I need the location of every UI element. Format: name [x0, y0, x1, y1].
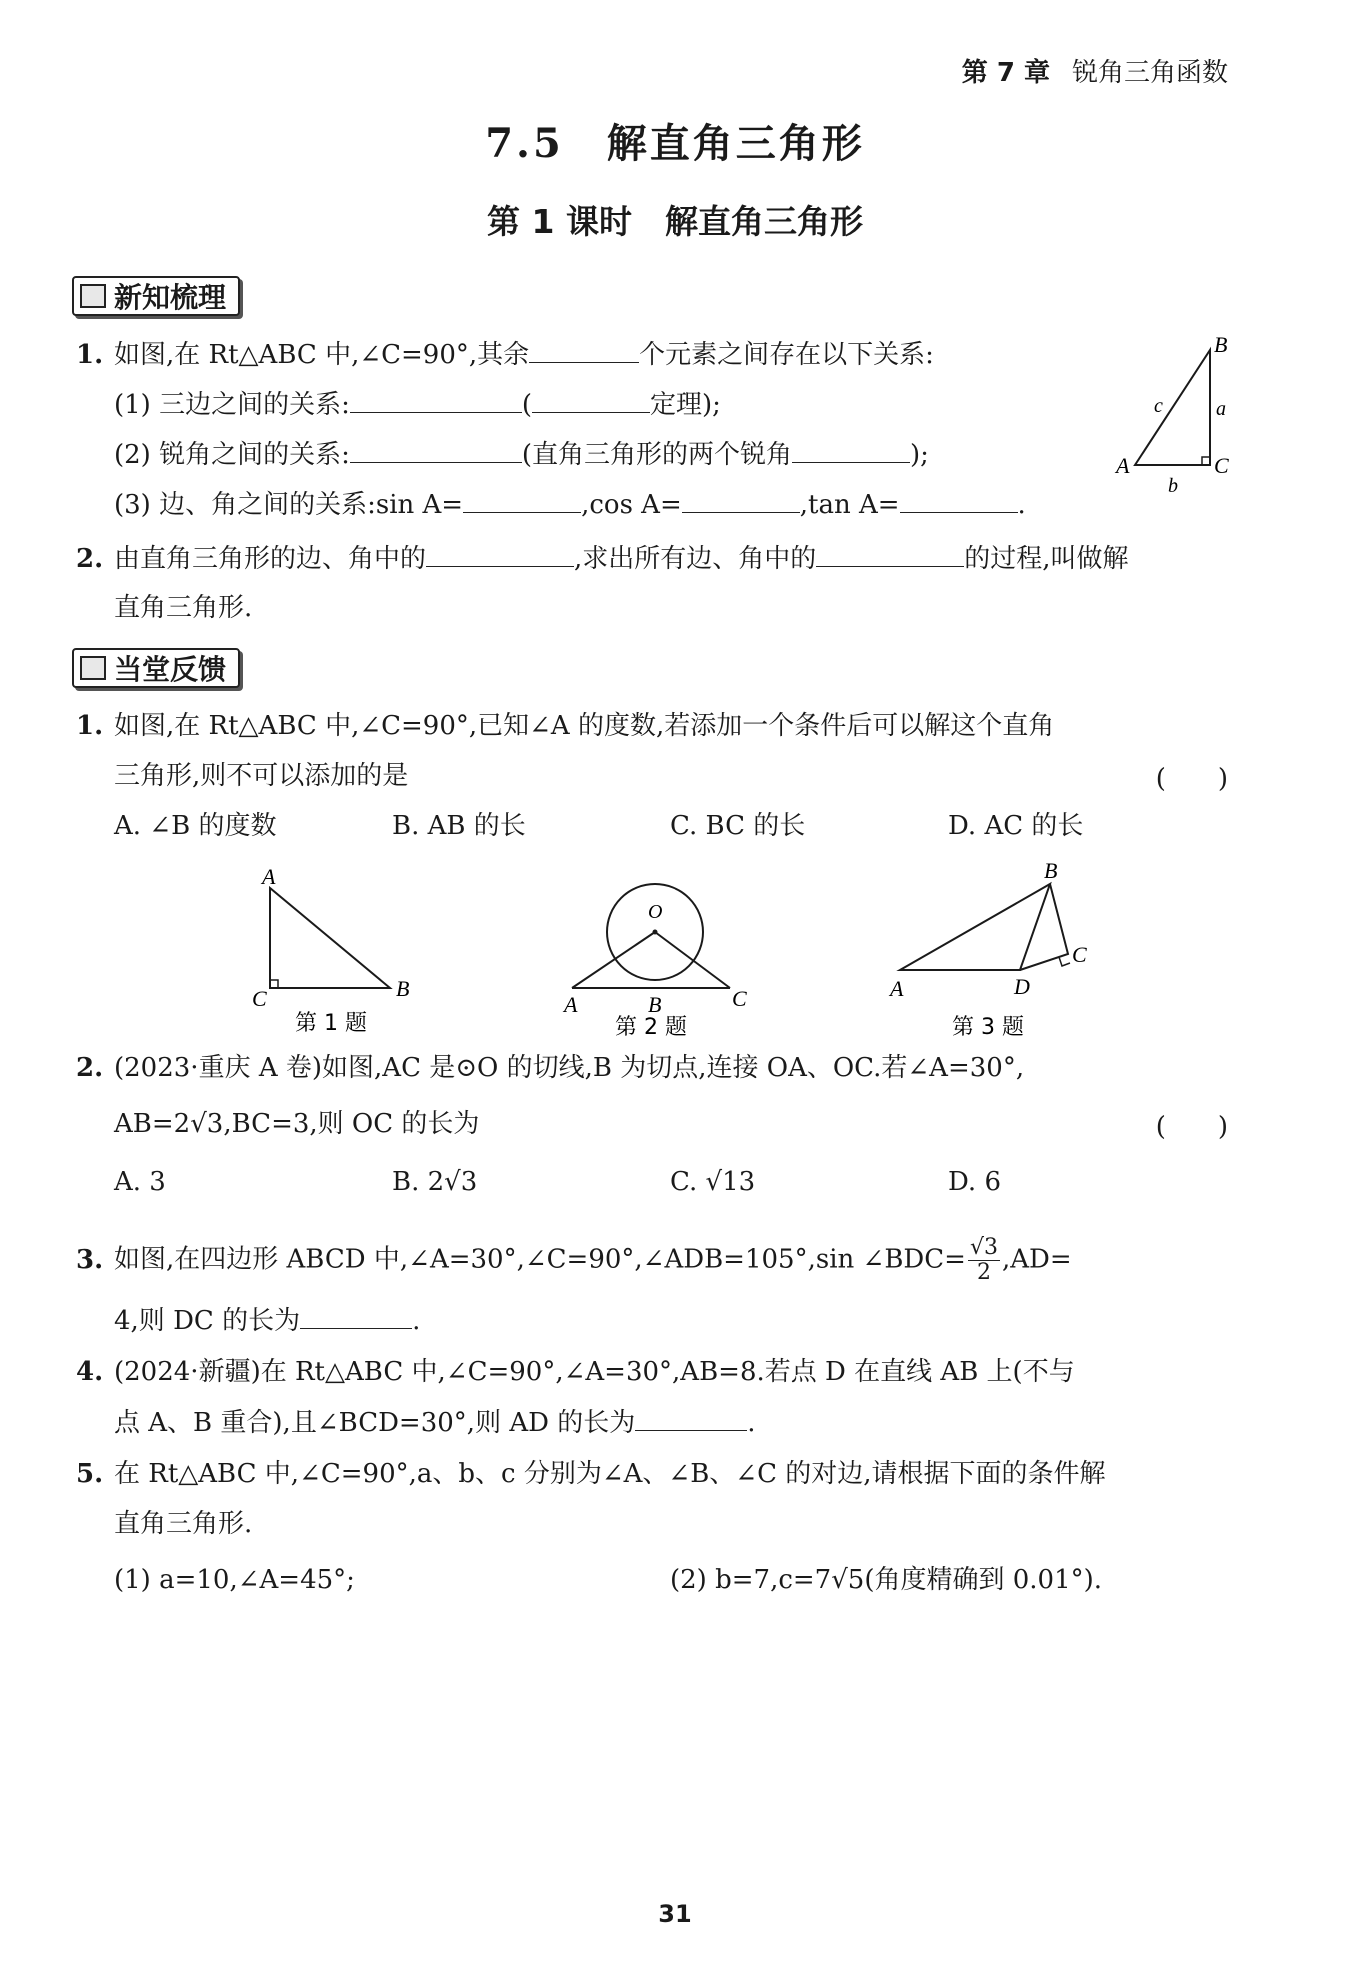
page-number: 31 [658, 1900, 692, 1928]
triangle-abc [1135, 350, 1210, 465]
section-title: 7.5 解直角三角形 [485, 120, 865, 167]
blank [900, 486, 1018, 513]
label-B: B [1214, 332, 1228, 357]
knowledge-q1-part2: (2) 锐角之间的关系: (直角三角形的两个锐角 ); [114, 436, 929, 473]
fig1-caption: 第 1 题 [295, 1011, 367, 1036]
feedback-q4: 4. (2024·新疆)在 Rt△ABC 中,∠C=90°,∠A=30°,AB=8.若点 D 在直线 AB 上(不与 [76, 1357, 1075, 1387]
feedback-q5-cont: 直角三角形. [114, 1509, 253, 1539]
label-b: b [1168, 475, 1178, 497]
fig1-label-A: A [262, 868, 276, 889]
knowledge-q2: 2. 由直角三角形的边、角中的 ,求出所有边、角中的 的过程,叫做解 [76, 540, 1129, 577]
blank [816, 540, 964, 567]
option-b: B. AB 的长 [392, 811, 526, 841]
blank [682, 486, 800, 513]
blank [350, 386, 522, 413]
option-d: D. 6 [948, 1167, 1001, 1197]
fig3-caption: 第 3 题 [952, 1015, 1024, 1038]
fig3-triangle-abd [900, 884, 1050, 970]
fig2-label-O: O [648, 901, 663, 923]
fraction-denominator: 2 [976, 1260, 991, 1285]
label-c: c [1154, 395, 1163, 417]
label-a: a [1216, 398, 1226, 420]
fig3-label-C: C [1072, 942, 1087, 967]
knowledge-q1-part3: (3) 边、角之间的关系:sin A= ,cos A= ,tan A= . [114, 486, 1026, 523]
feedback-q5: 5. 在 Rt△ABC 中,∠C=90°,a、b、c 分别为∠A、∠B、∠C 的对边,请根据下面的条件解 [76, 1459, 1106, 1489]
blank [792, 436, 910, 463]
book-icon [80, 284, 106, 308]
fig2-label-B: B [648, 992, 662, 1017]
option-b: B. 2√3 [392, 1167, 478, 1197]
chapter-header [962, 52, 1228, 89]
tag-feedback-label: 当堂反馈 [114, 653, 227, 686]
feedback-q3-cont: 4,则 DC 的长为 . [114, 1302, 420, 1339]
fraction [968, 1236, 1000, 1285]
knowledge-q2-cont: 直角三角形. [114, 593, 253, 623]
tag-new-knowledge-label: 新知梳理 [114, 281, 227, 314]
blank [532, 386, 650, 413]
fig2-label-A: A [564, 992, 578, 1017]
blank [635, 1404, 747, 1431]
fig1-triangle [270, 888, 390, 988]
figure-3 [880, 856, 1100, 1038]
center-point [653, 930, 658, 935]
blank [426, 540, 574, 567]
option-a: A. 3 [114, 1167, 166, 1197]
feedback-q2-cont: AB=2√3,BC=3,则 OC 的长为 [114, 1109, 480, 1139]
blank [350, 436, 522, 463]
right-angle-mark [270, 980, 278, 988]
fig2-label-C: C [732, 986, 747, 1011]
blank [463, 486, 581, 513]
fraction-numerator: √3 [969, 1235, 998, 1260]
chapter-name: 锐角三角函数 [1071, 58, 1228, 88]
option-d: D. AC 的长 [948, 811, 1084, 841]
figure-2 [560, 868, 760, 1038]
answer-paren: ( ) [1155, 764, 1228, 794]
label-C: C [1214, 453, 1229, 478]
fig3-label-B: B [1044, 858, 1058, 883]
figure-1 [240, 868, 440, 1038]
knowledge-q1-part1: (1) 三边之间的关系: ( 定理); [114, 386, 721, 423]
knowledge-q1: 1. 如图,在 Rt△ABC 中,∠C=90°,其余 个元素之间存在以下关系: [76, 336, 934, 373]
right-angle-mark [1202, 457, 1210, 465]
feedback-q3: 3. 如图,在四边形 ABCD 中,∠A=30°,∠C=90°,∠ADB=105°,sin ∠BDC= $\frac{√3}{2}$ ,AD= [76, 1235, 1072, 1285]
feedback-q4-cont: 点 A、B 重合),且∠BCD=30°,则 AD 的长为 . [114, 1404, 756, 1441]
knowledge-triangle-figure [1110, 330, 1250, 500]
option-c: C. √13 [670, 1167, 756, 1197]
tag-new-knowledge [72, 276, 240, 316]
feedback-q2: 2. (2023·重庆 A 卷)如图,AC 是⊙O 的切线,B 为切点,连接 OA、OC.若∠A=30°, [76, 1053, 1025, 1083]
fig1-label-B: B [396, 976, 410, 1001]
fig3-label-D: D [1014, 974, 1030, 999]
answer-paren: ( ) [1155, 1112, 1228, 1142]
lesson-title: 第 1 课时 解直角三角形 [487, 202, 863, 241]
fig3-label-A: A [890, 976, 904, 1001]
option-c: C. BC 的长 [670, 811, 806, 841]
segment-oa [572, 932, 655, 988]
blank [529, 336, 639, 363]
feedback-q5-part1: (1) a=10,∠A=45°; [114, 1565, 355, 1595]
feedback-q5-part2: (2) b=7,c=7√5(角度精确到 0.01°). [670, 1565, 1103, 1595]
feedback-q1-cont: 三角形,则不可以添加的是 [114, 761, 409, 791]
blank [300, 1302, 412, 1329]
option-a: A. ∠B 的度数 [114, 811, 277, 841]
fig1-label-C: C [252, 986, 267, 1011]
label-A: A [1116, 453, 1130, 478]
pencil-icon [80, 656, 106, 680]
tag-feedback [72, 648, 240, 688]
fig2-caption: 第 2 题 [615, 1015, 687, 1038]
feedback-q1: 1. 如图,在 Rt△ABC 中,∠C=90°,已知∠A 的度数,若添加一个条件后可以解这个直角 [76, 711, 1055, 741]
chapter-number: 第 7 章 [961, 58, 1050, 88]
right-angle-mark [1059, 957, 1070, 966]
